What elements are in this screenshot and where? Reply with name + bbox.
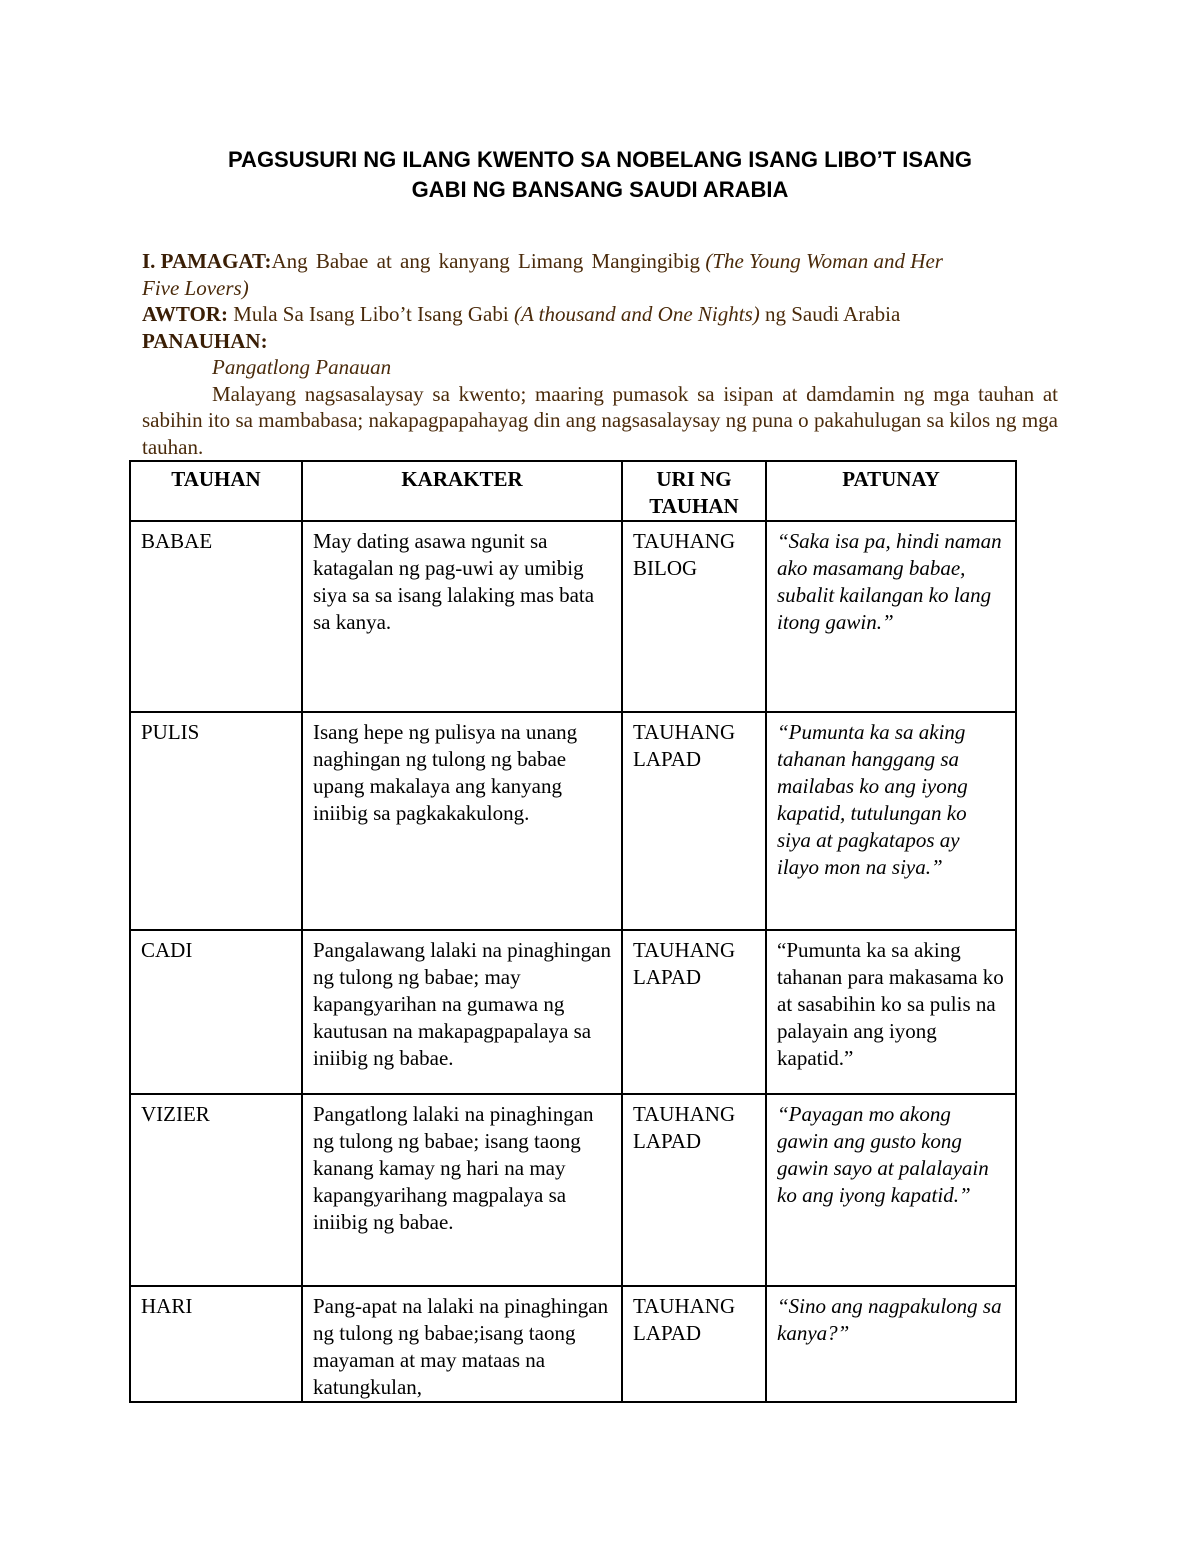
cell-tauhan: CADI xyxy=(130,930,302,1094)
awtor-label: AWTOR: xyxy=(142,302,228,326)
table-row xyxy=(130,930,1016,1094)
table-row xyxy=(130,521,1016,712)
awtor-translation: (A thousand and One Nights) xyxy=(513,302,760,326)
cell-karakter: Pangalawang lalaki na pinaghingan ng tulong ng babae; may kapangyarihan na gumawa ng kautusan na makapagpapalaya sa iniibig ng babae. xyxy=(302,930,622,1094)
cell-karakter: Pang-apat na lalaki na pinaghingan ng tulong ng babae;isang taong mayaman at may mataas na katungkulan, xyxy=(302,1286,622,1402)
cell-uri: TAUHANG LAPAD xyxy=(622,1286,766,1402)
awtor-line xyxy=(142,301,1058,328)
document-title xyxy=(120,145,1080,205)
panauhan-label: PANAUHAN: xyxy=(142,328,268,353)
table-row xyxy=(130,1094,1016,1286)
cell-uri: TAUHANG LAPAD xyxy=(622,930,766,1094)
panauhan-description: Malayang nagsasalaysay sa kwento; maaring pumasok sa isipan at damdamin ng mga tauhan at sabihin ito sa mambabasa; nakapagpapahayag din ang nagsasalaysay ng puna o pakahulugan sa kilos ng mga tauhan. xyxy=(142,381,1058,459)
cell-patunay: “Pumunta ka sa aking tahanan para makasama ko at sasabihin ko sa pulis na palayain ang iyong kapatid.” xyxy=(766,930,1016,1094)
cell-patunay: “Pumunta ka sa aking tahanan hanggang sa mailabas ko ang iyong kapatid, tutulungan ko siya at pagkatapos ay ilayo mon na siya.” xyxy=(766,712,1016,930)
cell-karakter: Pangatlong lalaki na pinaghingan ng tulong ng babae; isang taong kanang kamay ng hari na may kapangyarihang magpalaya sa iniibig ng babae. xyxy=(302,1094,622,1286)
pamagat-translation-2: Five Lovers) xyxy=(142,275,249,300)
cell-karakter: Isang hepe ng pulisya na unang naghingan ng tulong ng babae upang makalaya ang kanyang iniibig sa pagkakakulong. xyxy=(302,712,622,930)
title-line-1: PAGSUSURI NG ILANG KWENTO SA NOBELANG ISANG LIBO’T ISANG xyxy=(228,147,972,172)
story-info xyxy=(142,248,1058,460)
cell-karakter: May dating asawa ngunit sa katagalan ng pag-uwi ay umibig siya sa sa isang lalaking mas bata sa kanya. xyxy=(302,521,622,712)
cell-tauhan: PULIS xyxy=(130,712,302,930)
cell-tauhan: HARI xyxy=(130,1286,302,1402)
awtor-suffix: ng Saudi Arabia xyxy=(764,302,901,326)
cell-uri: TAUHANG BILOG xyxy=(622,521,766,712)
awtor-text: Mula Sa Isang Libo’t Isang Gabi xyxy=(233,302,509,326)
table-row xyxy=(130,1286,1016,1402)
panauhan-type-line xyxy=(142,354,1058,381)
cell-patunay: “Sino ang nagpakulong sa kanya?” xyxy=(766,1286,1016,1402)
cell-uri: TAUHANG LAPAD xyxy=(622,712,766,930)
character-table xyxy=(129,460,1017,1403)
title-line-2: GABI NG BANSANG SAUDI ARABIA xyxy=(411,177,789,202)
cell-tauhan: VIZIER xyxy=(130,1094,302,1286)
cell-uri: TAUHANG LAPAD xyxy=(622,1094,766,1286)
cell-patunay: “Saka isa pa, hindi naman ako masamang babae, subalit kailangan ko lang itong gawin.” xyxy=(766,521,1016,712)
pamagat-line xyxy=(142,248,1058,275)
panauhan-type: Pangatlong Panauan xyxy=(212,355,392,379)
pamagat-translation-1: (The Young Woman and Her xyxy=(705,249,943,273)
cell-tauhan: BABAE xyxy=(130,521,302,712)
pamagat-line-2 xyxy=(142,275,1058,302)
header-patunay: PATUNAY xyxy=(766,461,1016,521)
pamagat-label: I. PAMAGAT: xyxy=(142,249,272,273)
cell-patunay: “Payagan mo akong gawin ang gusto kong gawin sayo at palalayain ko ang iyong kapatid.” xyxy=(766,1094,1016,1286)
header-uri: URI NG TAUHAN xyxy=(622,461,766,521)
header-tauhan: TAUHAN xyxy=(130,461,302,521)
panauhan-line xyxy=(142,328,1058,355)
header-karakter: KARAKTER xyxy=(302,461,622,521)
table-header-row xyxy=(130,461,1016,521)
table-row xyxy=(130,712,1016,930)
pamagat-text: Ang Babae at ang kanyang Limang Mangingibig xyxy=(271,249,701,273)
